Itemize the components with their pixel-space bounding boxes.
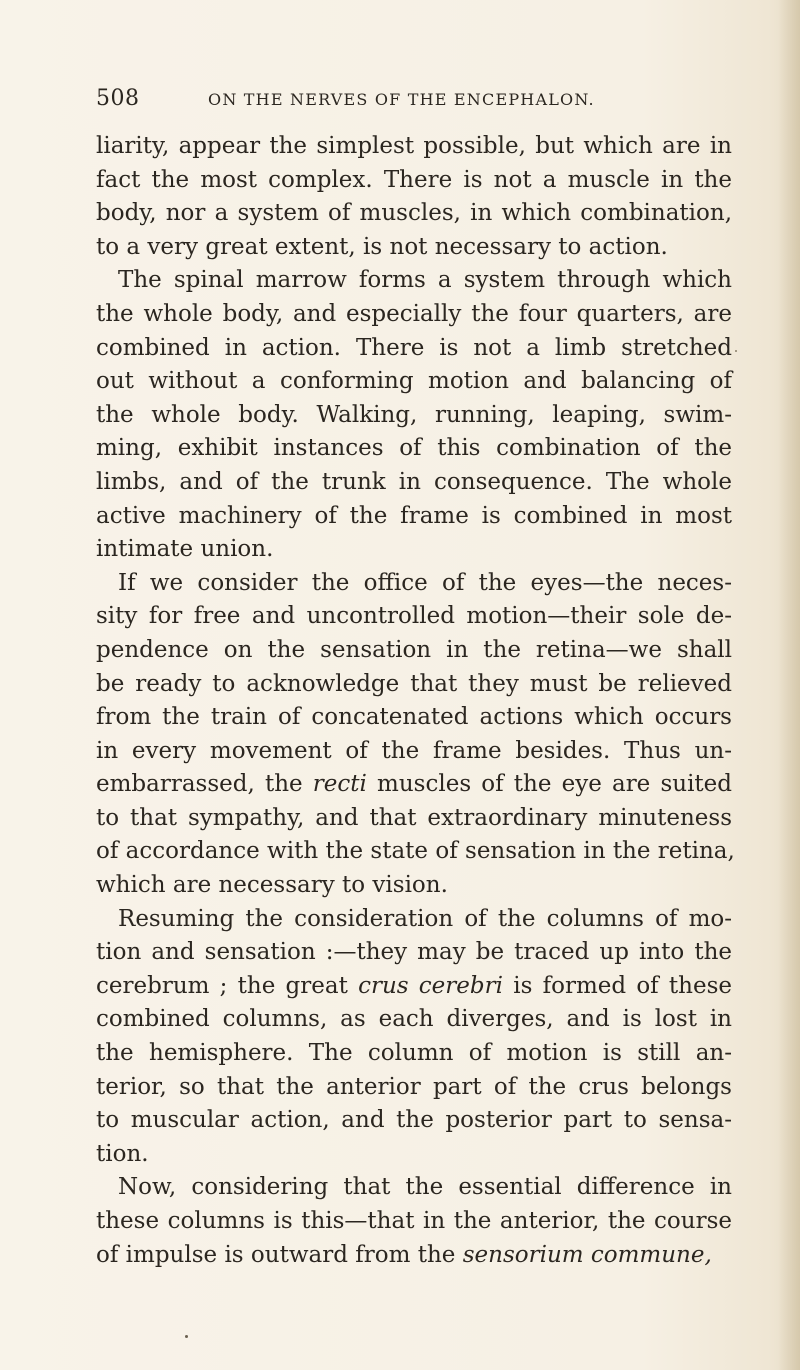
page-header — [96, 86, 656, 116]
text-segment: cerebrum ; the great — [96, 972, 359, 999]
paper-speck — [185, 1335, 188, 1338]
text-segment: muscles of the eye are suited — [366, 771, 732, 798]
text-line — [96, 600, 732, 634]
text-segment: which are necessary to vision. — [96, 872, 448, 899]
text-line — [96, 802, 732, 836]
text-segment: limbs, and of the trunk in consequence. The whole — [96, 468, 732, 495]
text-line — [96, 1171, 732, 1205]
text-line — [96, 903, 732, 937]
text-line — [96, 835, 735, 869]
text-segment: to a very great extent, is not necessary to action. — [96, 233, 668, 260]
text-segment: active machinery of the frame is combined in most — [96, 502, 732, 529]
text-line — [96, 567, 732, 601]
page-edge-shadow — [778, 0, 800, 1370]
paper-speck — [735, 350, 737, 352]
text-segment: Now, considering that the essential difference in — [118, 1174, 732, 1201]
text-segment: embarrassed, the — [96, 771, 313, 798]
text-line — [96, 264, 732, 298]
text-line — [96, 701, 732, 735]
text-segment: intimate union. — [96, 536, 274, 563]
text-segment: If we consider the office of the eyes—the neces- — [118, 569, 732, 596]
page-number: 508 — [96, 86, 140, 111]
text-segment: of impulse is outward from the — [96, 1241, 463, 1268]
text-line — [96, 634, 732, 668]
text-line — [96, 936, 732, 970]
text-line — [96, 869, 732, 903]
text-segment: liarity, appear the simplest possible, but which are in — [96, 133, 732, 159]
text-line — [96, 365, 732, 399]
text-line — [96, 1205, 732, 1239]
italic-term: crus cerebri — [358, 972, 503, 999]
text-line — [96, 466, 732, 500]
text-segment: be ready to acknowledge that they must be relieved — [96, 670, 732, 697]
text-segment: to muscular action, and the posterior part to sensa- — [96, 1107, 732, 1134]
text-line — [96, 1138, 732, 1172]
text-line — [96, 970, 732, 1004]
text-line — [96, 164, 732, 198]
text-line — [96, 432, 732, 466]
text-line — [96, 1037, 732, 1071]
text-segment: the whole body. Walking, running, leaping, swim- — [96, 401, 732, 428]
text-segment: these columns is this—that in the anterior, the course — [96, 1208, 732, 1234]
text-segment: in every movement of the frame besides. Thus un- — [96, 737, 732, 764]
text-line — [96, 768, 732, 802]
text-segment: terior, so that the anterior part of the crus belongs — [96, 1073, 732, 1100]
text-line — [96, 1071, 732, 1105]
italic-term: sensorium commune, — [462, 1241, 712, 1268]
text-line — [96, 1104, 732, 1138]
text-line — [96, 735, 732, 769]
text-segment: is formed of these — [502, 972, 733, 999]
text-line — [96, 298, 732, 332]
italic-term: recti — [312, 771, 367, 798]
text-segment: The spinal marrow forms a system through which — [118, 267, 732, 294]
text-segment: combined columns, as each diverges, and is lost in — [96, 1006, 732, 1033]
text-segment: Resuming the consideration of the columns of mo- — [118, 905, 732, 932]
text-line — [96, 399, 732, 433]
text-segment: from the train of concatenated actions which occurs — [96, 704, 732, 731]
text-segment: ming, exhibit instances of this combination of the — [96, 435, 732, 462]
text-line — [96, 332, 732, 366]
text-segment: body, nor a system of muscles, in which combination, — [96, 200, 732, 227]
text-line — [96, 533, 732, 567]
text-line — [96, 130, 732, 164]
text-segment: fact the most complex. There is not a muscle in the — [96, 166, 732, 193]
text-segment: the whole body, and especially the four quarters, are — [96, 300, 732, 327]
text-segment: of accordance with the state of sensation in the retina, — [96, 838, 735, 865]
text-segment: to that sympathy, and that extraordinary minuteness — [96, 804, 732, 831]
text-segment: sity for free and uncontrolled motion—their sole de- — [96, 603, 732, 630]
text-line — [96, 231, 732, 265]
text-line — [96, 500, 732, 534]
text-segment: the hemisphere. The column of motion is still an- — [96, 1040, 732, 1067]
running-title: ON THE NERVES OF THE ENCEPHALON. — [208, 90, 595, 109]
text-line — [96, 197, 732, 231]
text-segment: pendence on the sensation in the retina—we shall — [96, 636, 732, 663]
text-line — [96, 668, 732, 702]
text-segment: out without a conforming motion and balancing of — [96, 368, 732, 395]
text-segment: tion. — [96, 1140, 149, 1167]
text-segment: tion and sensation :—they may be traced up into the — [96, 939, 732, 966]
text-line — [96, 1239, 732, 1273]
text-segment: combined in action. There is not a limb stretched — [96, 334, 732, 361]
text-line — [96, 1003, 732, 1037]
body-text — [96, 130, 735, 1272]
